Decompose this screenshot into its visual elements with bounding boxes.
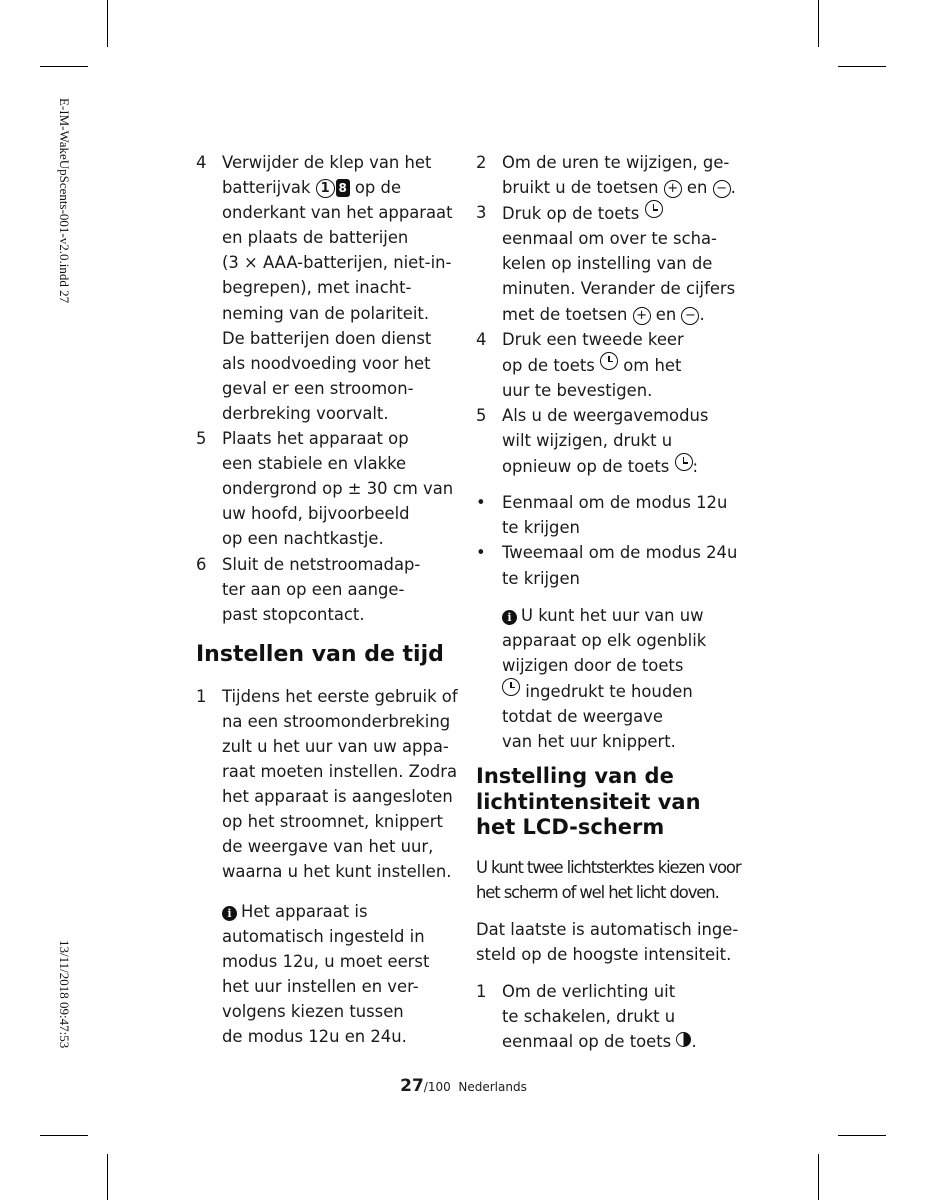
callout-8-icon: 8 [336, 179, 350, 197]
spacer [196, 627, 458, 641]
step-number: 4 [476, 329, 487, 349]
plus-key-icon: + [633, 307, 651, 325]
page-number: 27 [400, 1076, 424, 1096]
numbered-step [196, 150, 458, 426]
text-line: Om de uren te wijzigen, ge- [502, 153, 730, 172]
step-number: 5 [476, 405, 487, 425]
left-column [196, 150, 458, 1049]
text-line: Om de verlichting uit [502, 982, 676, 1002]
brightness-key-icon [676, 1032, 691, 1047]
callout-1-icon: 1 [316, 179, 335, 198]
text-line: eenmaal op de toets . [502, 1032, 697, 1052]
slug-date-time: 13/11/2018 09:47:53 [57, 940, 72, 1049]
text-line: automatisch ingesteld in [222, 926, 425, 946]
step-number: 2 [476, 153, 487, 172]
text-line: Druk op de toets [502, 200, 748, 226]
text-line: op een nachtkastje. [222, 529, 384, 549]
text-line: zult u het uur van uw appa- [222, 736, 449, 756]
spacer [476, 841, 748, 855]
spacer [196, 885, 458, 899]
info-icon: i [222, 906, 237, 921]
crop-mark [40, 66, 88, 67]
text-line: i U kunt het uur van uw [502, 603, 748, 628]
text-line: met de toetsen + en − . [502, 304, 705, 324]
text-line: eenmaal om over te scha- [502, 229, 717, 249]
clock-key-icon [502, 678, 520, 696]
text-line: op het stroomnet, knippert [222, 812, 443, 832]
text-line: als noodvoeding voor het [222, 353, 431, 373]
text-line: U kunt twee lichtsterktes kiezen voor [476, 857, 741, 877]
numbered-step [196, 684, 458, 885]
text-line: derbreking voorvalt. [222, 403, 389, 423]
text-line: bruikt u de toetsen + en − . [502, 178, 736, 198]
plus-key-icon: + [664, 180, 682, 198]
step-number: 1 [196, 686, 207, 706]
text-line: batterijvak 1 8 op de [222, 178, 402, 198]
crop-mark [40, 1135, 88, 1136]
text-line: Druk een tweede keer [502, 329, 684, 349]
text-line: het apparaat is aangesloten [222, 787, 453, 807]
heading-line: het LCD-scherm [476, 815, 665, 840]
spacer [476, 479, 748, 490]
text-line: volgens kiezen tussen [222, 1001, 404, 1021]
heading-line: Instelling van de [476, 764, 674, 789]
text-line: het scherm of wel het licht doven. [476, 882, 719, 902]
crop-mark [838, 1135, 886, 1136]
info-note [196, 899, 458, 1050]
text-line: Verwijder de klep van het [222, 153, 432, 172]
text-line: opnieuw op de toets : [502, 453, 748, 479]
text-line: uur te bevestigen. [502, 380, 653, 400]
text-line: steld op de hoogste intensiteit. [476, 944, 732, 964]
text-line: Plaats het apparaat op [222, 429, 409, 449]
text-line: Sluit de netstroomadap- [222, 554, 421, 574]
paragraph [476, 917, 748, 967]
spacer [476, 754, 748, 764]
text-line: Tweemaal om de modus 24u [502, 543, 738, 563]
text-line: geval er een stroomon- [222, 378, 414, 398]
spacer [476, 967, 748, 979]
clock-key-icon [645, 200, 663, 218]
text-line: minuten. Verander de cijfers [502, 279, 736, 299]
spacer [476, 905, 748, 917]
bullet-dot: • [476, 543, 486, 563]
text-line: Dat laatste is automatisch inge- [476, 919, 739, 939]
crop-mark [107, 0, 108, 47]
numbered-step [476, 327, 748, 403]
text-line: Eenmaal om de modus 12u [502, 493, 728, 513]
text-line: Als u de weergavemodus [502, 405, 709, 425]
text-line: modus 12u, u moet eerst [222, 951, 430, 971]
heading-line: lichtintensiteit van [476, 789, 701, 814]
text-line: ondergrond op ± 30 cm van [222, 479, 454, 499]
crop-mark [818, 0, 819, 47]
section-heading: Instellen van de tijd [196, 641, 444, 667]
text-line: het uur instellen en ver- [222, 976, 419, 996]
text-line: ingedrukt te houden [502, 678, 748, 704]
text-line: wilt wijzigen, drukt u [502, 431, 673, 451]
text-line: onderkant van het apparaat [222, 203, 453, 223]
spacer [196, 669, 458, 684]
numbered-step [476, 200, 748, 326]
slug-file-name: E-IM-WakeUpScents-001-v2.0.indd 27 [57, 98, 72, 304]
text-line: van het uur knippert. [502, 732, 676, 752]
text-line: op de toets om het [502, 352, 748, 378]
crop-mark [838, 66, 886, 67]
step-number: 3 [476, 203, 487, 223]
bullet-dot: • [476, 493, 486, 513]
minus-key-icon: − [681, 307, 699, 325]
page-footer [0, 1076, 927, 1096]
text-line: waarna u het kunt instellen. [222, 862, 452, 882]
bullet-item [476, 540, 748, 590]
step-number: 6 [196, 554, 207, 574]
text-line: De batterijen doen dienst [222, 328, 432, 348]
crop-mark [107, 1154, 108, 1200]
section-heading [476, 764, 748, 841]
right-column [476, 150, 748, 1054]
text-line: een stabiele en vlakke [222, 454, 407, 474]
step-number: 1 [476, 982, 487, 1002]
text-line: neming van de polariteit. [222, 303, 430, 323]
page-total: /100 [423, 1080, 451, 1094]
text-line: past stopcontact. [222, 604, 365, 624]
text-line: kelen op instelling van de [502, 254, 713, 274]
text-line: de weergave van het uur, [222, 837, 434, 857]
numbered-step [476, 979, 748, 1054]
info-note [476, 603, 748, 755]
text-line: uw hoofd, bijvoorbeeld [222, 504, 410, 524]
text-line: en plaats de batterijen [222, 228, 409, 248]
crop-mark [818, 1154, 819, 1200]
text-line: i Het apparaat is [222, 899, 458, 924]
numbered-step [196, 426, 458, 551]
text-line: Tijdens het eerste gebruik of [222, 686, 458, 706]
text-line: begrepen), met inacht- [222, 278, 412, 298]
step-number: 5 [196, 429, 207, 449]
text-line: de modus 12u en 24u. [222, 1027, 407, 1046]
text-line: na een stroomonderbreking [222, 711, 451, 731]
numbered-step [196, 552, 458, 627]
spacer [476, 591, 748, 603]
footer-language: Nederlands [458, 1080, 527, 1094]
step-number: 4 [196, 153, 207, 172]
info-icon: i [502, 610, 517, 625]
text-line: (3 × AAA-batterijen, niet-in- [222, 253, 452, 273]
paragraph [476, 855, 748, 905]
clock-key-icon [675, 453, 693, 471]
numbered-step [476, 403, 748, 479]
text-line: te krijgen [502, 568, 580, 588]
text-line: te krijgen [502, 518, 580, 538]
text-line: te schakelen, drukt u [502, 1007, 676, 1027]
text-line: ter aan op een aange- [222, 579, 405, 599]
text-line: apparaat op elk ogenblik [502, 630, 707, 650]
text-line: wijzigen door de toets [502, 655, 684, 675]
clock-key-icon [600, 352, 618, 370]
text-line: raat moeten instellen. Zodra [222, 762, 458, 782]
numbered-step [476, 150, 748, 200]
minus-key-icon: − [713, 180, 731, 198]
bullet-item [476, 490, 748, 540]
text-line: totdat de weergave [502, 706, 663, 726]
